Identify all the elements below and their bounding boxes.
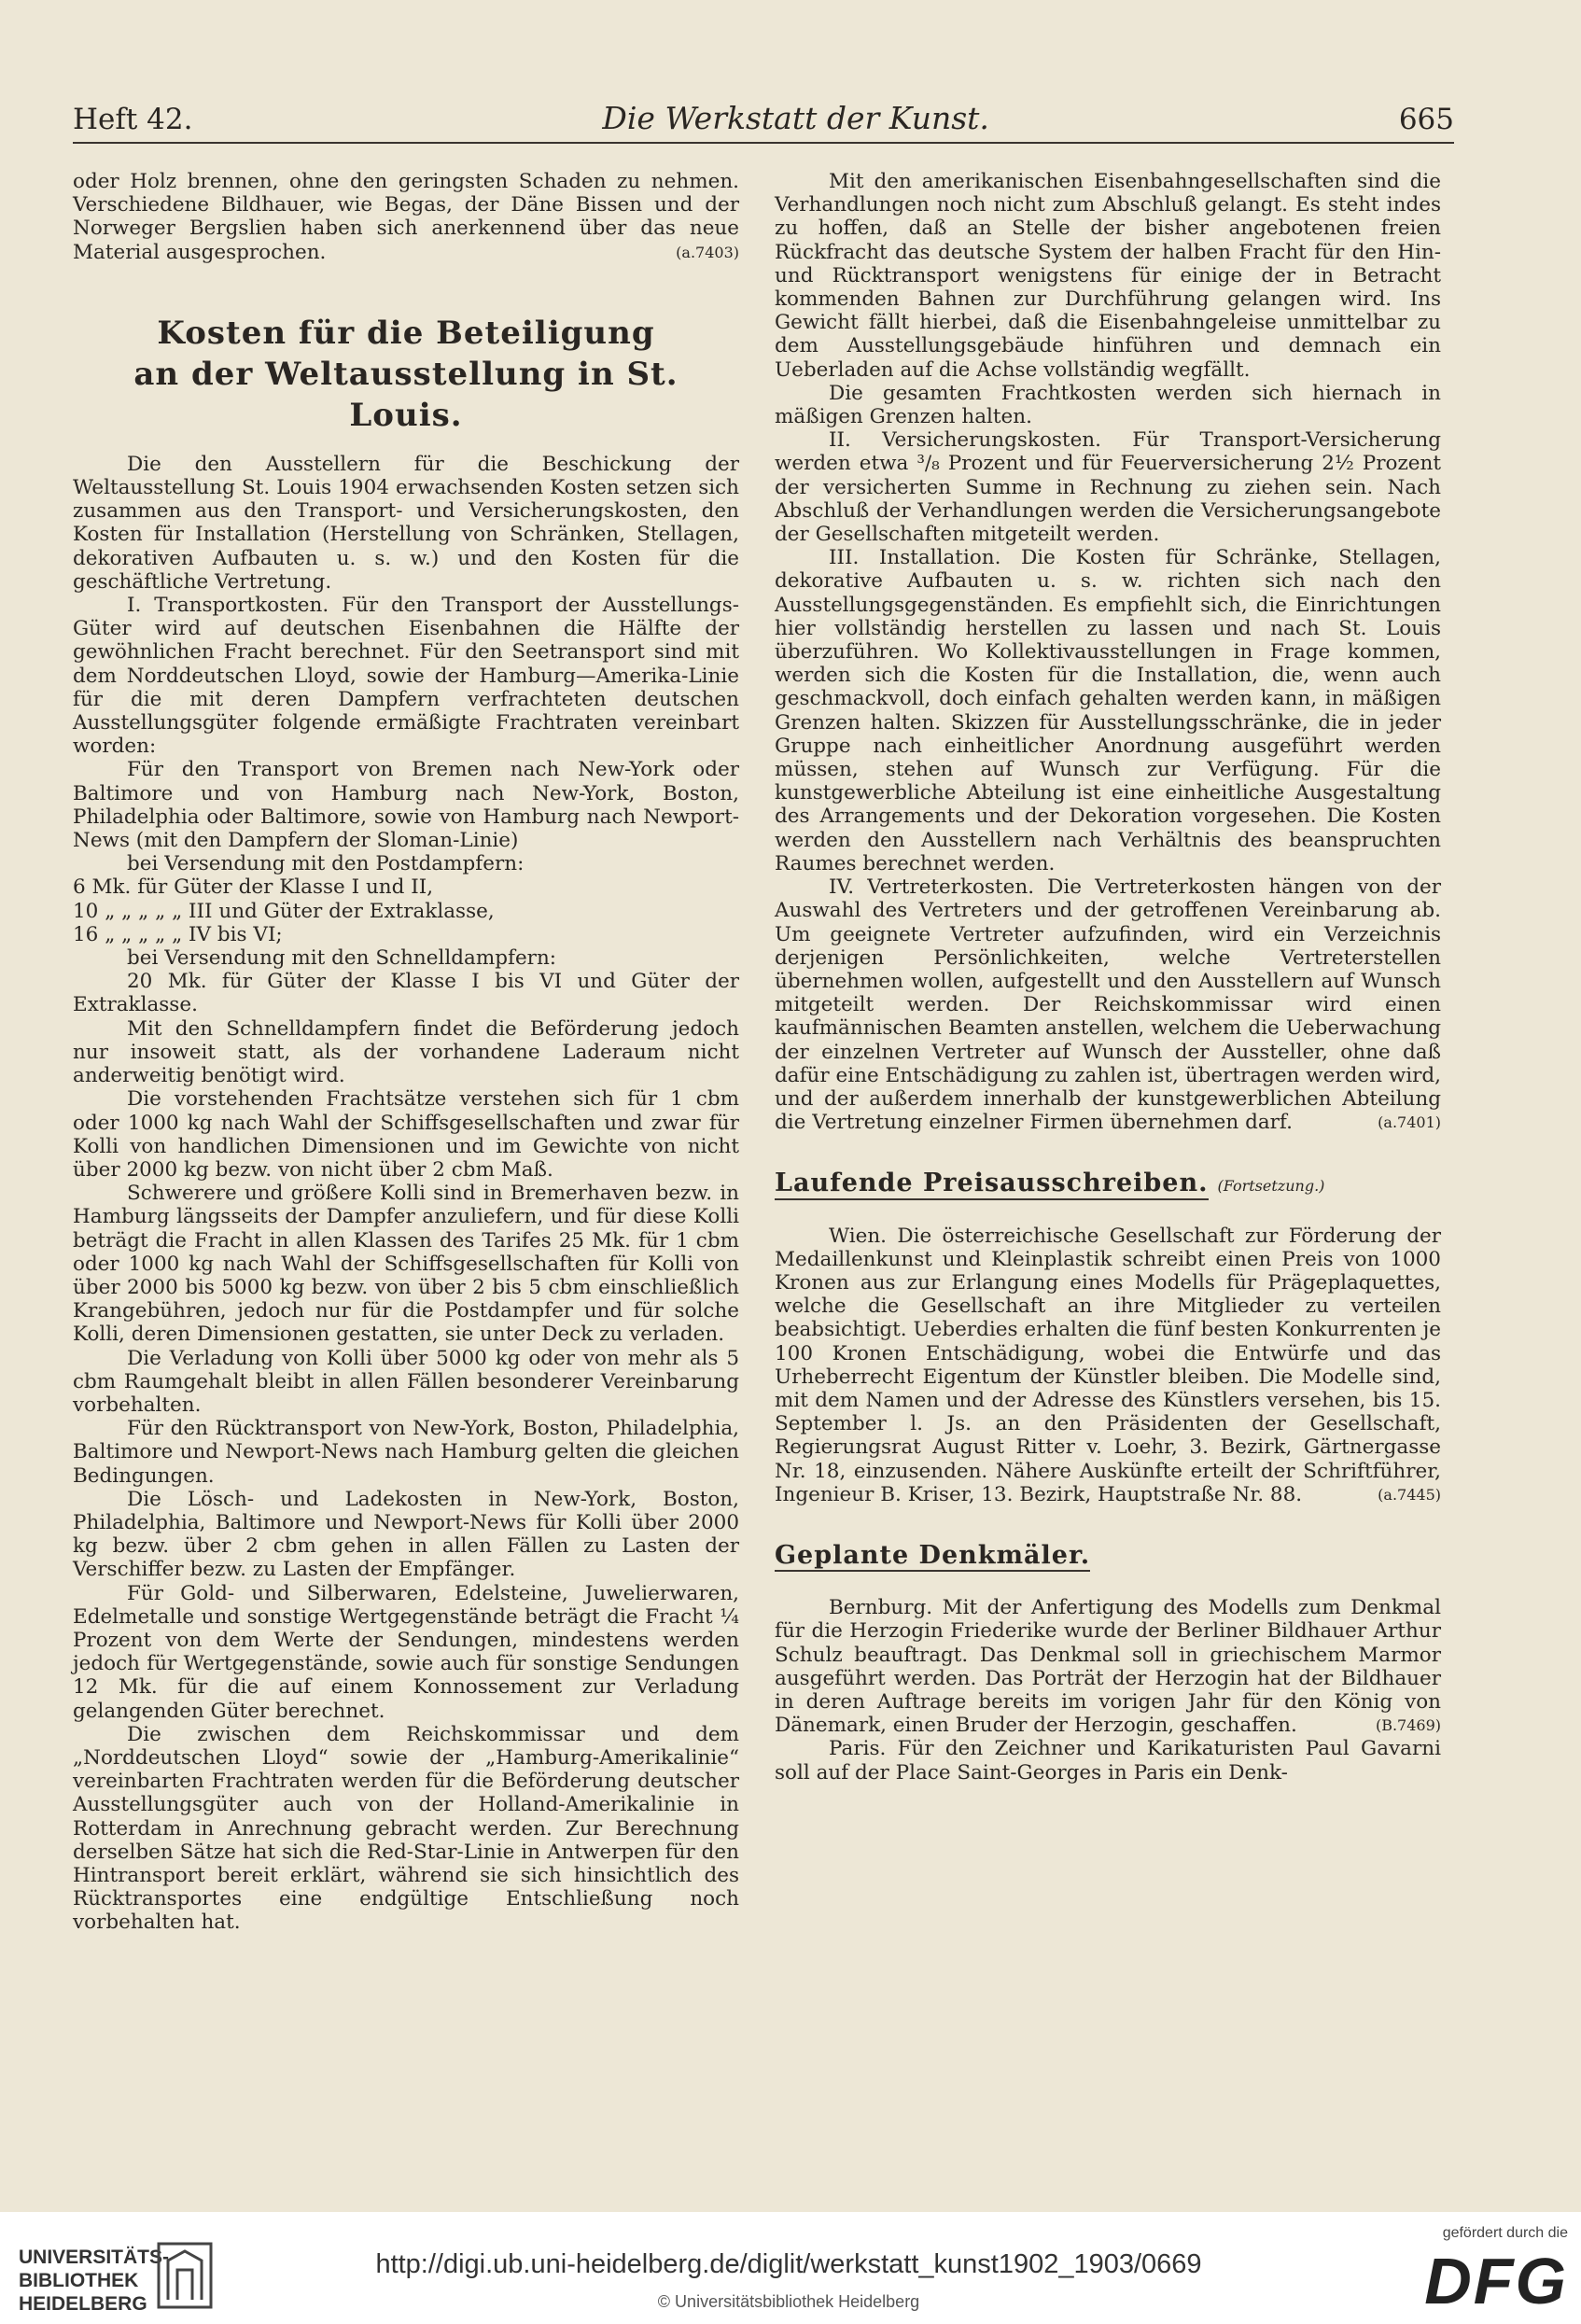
rate-line: 16 „ „ „ „ „ IV bis VI;: [73, 922, 283, 946]
reference-code: (a.7403): [676, 243, 739, 261]
reference-code: (a.7445): [1378, 1485, 1441, 1504]
paragraph: Mit den amerikanischen Eisenbahngesellschaften sind die Verhandlungen noch nicht zum Abschluß gelangt. Es steht indes zu hoffen, daß an Stelle der bisher angebotenen freien Rückfracht das deutsche System der halben Fracht für den Hin- und Rücktransport wenigstens für einige der in Betracht kommenden Bahnen zur Durchführung gelangen wird. Ins Gewicht fällt hierbei, daß die Eisenbahngeleise unmittelbar zu dem Ausstellungsgebäude hinführen und demnach ein Ueberladen auf die Achse vollständig wegfällt.: [775, 170, 1441, 382]
paragraph: Mit den Schnelldampfern findet die Beförderung jedoch nur insoweit statt, als der vorhandene Laderaum nicht anderweitig benötigt wird.: [73, 1016, 739, 1088]
paragraph: Für den Transport von Bremen nach New-York oder Baltimore und von Hamburg nach New-York, Boston, Philadelphia oder Baltimore, sowie von Hamburg nach Newport-News (mit den Dampfern der Sloman-Linie): [73, 758, 739, 853]
rate-line: 10 „ „ „ „ „ III und Güter der Extraklasse,: [73, 899, 495, 923]
paragraph: I. Transportkosten. Für den Transport der Ausstellungs-Güter wird auf deutschen Eisenbahnen die Hälfte der gewöhnlichen Fracht berechnet. Für den Seetransport sind mit dem Norddeutschen Lloyd, sowie der Hamburg—Amerika-Linie für die mit deren Dampfern verfrachteten deutschen Ausstellungsgüter folgende ermäßigte Frachtraten vereinbart worden:: [73, 594, 739, 759]
rate-line: 6 Mk. für Güter der Klasse I und II,: [73, 875, 434, 900]
left-column: [73, 170, 739, 1935]
paragraph: Schwerere und größere Kolli sind in Bremerhaven bezw. in Hamburg längsseits der Dampfer anzuliefern, und für diese Kolli beträgt die Fracht in allen Klassen des Tarifes 25 Mk. für 1 cbm oder 1000 kg nach Wahl der Schiffsgesellschaften für Kolli von über 2000 bis 5000 kg bezw. von über 2 bis 5 cbm einschließlich Krangebühren, jedoch nur für die Postdampfer und für solche Kolli, deren Dimensionen gestatten, sie unter Deck zu verladen.: [73, 1182, 739, 1347]
copyright-text: © Universitätsbibliothek Heidelberg: [657, 2292, 920, 2311]
paragraph: Die gesamten Frachtkosten werden sich hiernach in mäßigen Grenzen halten.: [775, 381, 1441, 429]
header-rule: [73, 142, 1454, 144]
paragraph: Für den Rücktransport von New-York, Boston, Philadelphia, Baltimore und Newport-News nach Hamburg gelten die gleichen Bedingungen.: [73, 1417, 739, 1488]
paragraph: Die Verladung von Kolli über 5000 kg oder von mehr als 5 cbm Raumgehalt bleibt in allen Fällen besonderer Vereinbarung vorbehalten.: [73, 1346, 739, 1417]
paragraph: III. Installation. Die Kosten für Schränke, Stellagen, dekorative Aufbauten u. s. w. richten sich nach den Ausstellungsgegenständen. Es empfiehlt sich, die Einrichtungen hier vollständig herstellen zu lassen und nach St. Louis überzuführen. Wo Kollektivausstellungen in Frage kommen, werden sich die Kosten für die Installation, die, wenn auch geschmackvoll, doch einfach gehalten werden kann, in mäßigen Grenzen halten. Skizzen für Ausstellungsschränke, die in jeder Gruppe nach einheitlicher Anordnung ausgeführt werden müssen, stehen auf Wunsch zur Verfügung. Für die kunstgewerbliche Abteilung ist eine einheitliche Ausgestaltung des Arrangements und der Dekoration vorgesehen. Die Kosten werden den Ausstellern nach Verhältnis des beanspruchten Raumes berechnet werden.: [775, 546, 1441, 875]
paragraph: 20 Mk. für Güter der Klasse I bis VI und Güter der Extraklasse.: [73, 970, 739, 1017]
intro-paragraph: oder Holz brennen, ohne den geringsten Schaden zu nehmen. Verschiedene Bildhauer, wie Begas, der Däne Bissen und der Norweger Bergslien haben sich anerkennend über das neue Material ausgesprochen. (a.7403): [73, 170, 739, 264]
reference-code: (a.7401): [1378, 1113, 1441, 1132]
footer-bar: [0, 2212, 1581, 2324]
source-url-link[interactable]: http://digi.ub.uni-heidelberg.de/diglit/werkstatt_kunst1902_1903/0669: [375, 2249, 1202, 2279]
rate-list: [73, 875, 739, 946]
paragraph: bei Versendung mit den Postdampfern:: [127, 852, 525, 876]
article-title-line1: Kosten für die Beteiligung: [157, 314, 655, 352]
reference-code: (B.7469): [1375, 1716, 1441, 1735]
paragraph: IV. Vertreterkosten. Die Vertreterkosten hängen von der Auswahl des Vertreters und der getroffenen Vereinbarung ab. Um geeignete Vertreter aufzufinden, wird ein Verzeichnis derjenigen Persönlichkeiten, welche Vertreterstellen übernehmen wollen, aufgestellt und den Ausstellern auf Wunsch mitgeteilt werden. Der Reichskommissar wird einen kaufmännischen Beamten anstellen, welchem die Ueberwachung der einzelnen Vertreter auf Wunsch der Aussteller, ohne daß dafür eine Entschädigung zu zahlen ist, übertragen werden wird, und der außerdem innerhalb der kunstgewerblichen Abteilung die Vertretung einzelner Firmen übernehmen darf. (a.7401): [775, 875, 1441, 1135]
right-column: [775, 170, 1441, 1785]
paragraph: Bernburg. Mit der Anfertigung des Modells zum Denkmal für die Herzogin Friederike wurde der Berliner Bildhauer Arthur Schulz beauftragt. Das Denkmal soll in griechischem Marmor ausgeführt werden. Das Porträt der Herzogin hat der Bildhauer in deren Auftrage bereits im vorigen Jahr für den König von Dänemark, einen Bruder der Herzogin, geschaffen. (B.7469): [775, 1596, 1441, 1738]
paragraph: Die den Ausstellern für die Beschickung der Weltausstellung St. Louis 1904 erwachsenden Kosten setzen sich zusammen aus den Transport- und Versicherungskosten, den Kosten für Installation (Herstellung von Schränken, Stellagen, dekorativen Aufbauten u. s. w.) und den Kosten für die geschäftliche Vertretung.: [73, 452, 739, 594]
paragraph: Paris. Für den Zeichner und Karikaturisten Paul Gavarni soll auf der Place Saint-Georges in Paris ein Denk-: [775, 1737, 1441, 1785]
paragraph: bei Versendung mit den Schnelldampfern:: [127, 946, 557, 971]
article-title-line2: an der Weltausstellung in St. Louis.: [133, 355, 679, 434]
journal-title: Die Werkstatt der Kunst.: [602, 100, 989, 136]
article-title: [73, 313, 739, 436]
paragraph: Die vorstehenden Frachtsätze verstehen sich für 1 cbm oder 1000 kg nach Wahl der Schiffsgesellschaften und zwar für Kolli von handlichen Dimensionen und im Gewichte von nicht über 2000 kg bezw. von nicht über 2 cbm Maß.: [73, 1087, 739, 1182]
section-heading: [775, 1171, 1441, 1199]
page-number: 665: [1398, 103, 1454, 136]
paragraph: Für Gold- und Silberwaren, Edelsteine, Juwelierwaren, Edelmetalle und sonstige Wertgegenstände beträgt die Fracht ¼ Prozent von dem Werte der Sendungen, mindestens werden jedoch für Wertgegenstände, sowie auch für sonstige Sendungen 12 Mk. für die auf einem Konnossement zur Verladung gelangenden Güter berechnet.: [73, 1581, 739, 1723]
paragraph: Die Lösch- und Ladekosten in New-York, Boston, Philadelphia, Baltimore und Newport-News für Kolli über 2000 kg bezw. über 2 cbm gehen in allen Fällen zu Lasten der Verschiffer bezw. zu Lasten der Empfänger.: [73, 1487, 739, 1582]
section-title: Geplante Denkmäler.: [775, 1544, 1090, 1572]
page-header: [73, 90, 1454, 136]
paragraph: Wien. Die österreichische Gesellschaft zur Förderung der Medaillenkunst und Kleinplastik schreibt einen Preis von 1000 Kronen aus zur Erlangung eines Modells für Prägeplaquettes, welche die Gesellschaft an ihre Mitglieder zu verteilen beabsichtigt. Ueberdies erhalten die fünf besten Konkurrenten je 100 Kronen Entschädigung, wobei die Entwürfe und das Urheberrecht Eigentum der Künstler bleiben. Die Modelle sind, mit dem Namen und der Adresse des Künstlers versehen, bis 15. September l. Js. an den Präsidenten der Gesellschaft, Regierungsrat August Ritter v. Loehr, 3. Bezirk, Gärtnergasse Nr. 18, einzusenden. Nähere Auskünfte erteilt der Schriftführer, Ingenieur B. Kriser, 13. Bezirk, Hauptstraße Nr. 88. (a.7445): [775, 1224, 1441, 1506]
section-heading: [775, 1540, 1441, 1572]
paragraph: II. Versicherungskosten. Für Transport-Versicherung werden etwa ³/₈ Prozent und für Feuerversicherung 2½ Prozent der versicherten Summe in Rechnung zu ziehen sein. Nach Abschluß der Verhandlungen werden die Versicherungsangebote der Gesellschaften mitgeteilt werden.: [775, 428, 1441, 547]
section-note: (Fortsetzung.): [1217, 1177, 1325, 1196]
paragraph: Die zwischen dem Reichskommissar und dem „Norddeutschen Lloyd“ sowie der „Hamburg-Amerikalinie“ vereinbarten Frachtraten werden für die Beförderung deutscher Ausstellungsgüter auch von der Holland-Amerikalinie in Rotterdam in Anrechnung gebracht werden. Zur Berechnung derselben Sätze hat sich die Red-Star-Linie in Antwerpen für den Hintransport bereit erklärt, während sie sich hinsichtlich des Rücktransportes eine endgültige Entschließung noch vorbehalten hat.: [73, 1722, 739, 1935]
funding-note: gefördert durch die: [1442, 2225, 1568, 2241]
library-logo-icon: [157, 2242, 213, 2309]
library-logo-text: UNIVERSITÄTS- BIBLIOTHEK HEIDELBERG: [19, 2247, 170, 2315]
section-title: Laufende Preisausschreiben.: [775, 1171, 1209, 1199]
issue-number: Heft 42.: [73, 103, 193, 136]
dfg-logo: DFG: [1424, 2245, 1568, 2317]
